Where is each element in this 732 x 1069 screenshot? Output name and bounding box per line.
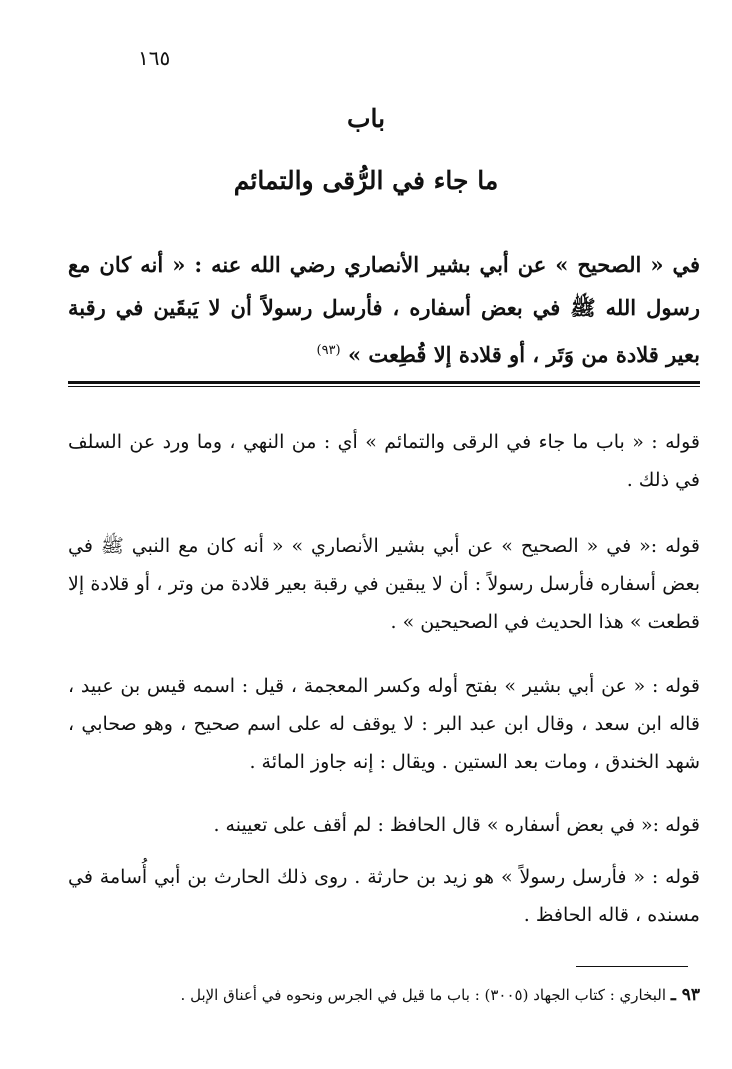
commentary-paragraph: قوله : « فأرسل رسولاً » هو زيد بن حارثة . روى ذلك الحارث بن أبي أُسامة في مسنده ، قاله الحافظ . <box>68 866 700 926</box>
commentary-paragraph: قوله : « باب ما جاء في الرقى والتمائم » أي : من النهي ، وما ورد عن السلف في ذلك . <box>68 431 700 491</box>
hadith-text <box>68 243 700 376</box>
footnote <box>68 980 700 1010</box>
footnote-number: ٩٣ ـ <box>670 985 700 1005</box>
commentary-paragraph: قوله : « عن أبي بشير » بفتح أوله وكسر المعجمة ، قيل : اسمه قيس بن عبيد ، قاله ابن سعد ، وقال ابن عبد البر : لا يوقف له على اسم صحيح ، وهو صحابي ، شهد الخندق ، ومات بعد الستين . ويقال : إنه جاوز المائة . <box>68 675 700 773</box>
hadith-body: في « الصحيح » عن أبي بشير الأنصاري رضي الله عنه : « أنه كان مع رسول الله ﷺ في بعض أسفاره ، فأرسل رسولاً أن لا يَبقَين في رقبة بعير قلادة من وَتَر ، أو قلادة إلا قُطِعت » <box>68 252 700 367</box>
commentary-paragraph: قوله :« في « الصحيح » عن أبي بشير الأنصاري » « أنه كان مع النبي ﷺ في بعض أسفاره فأرسل رسولاً : أن لا يبقين في رقبة بعير قلادة من وتر ، أو قلادة إلا قطعت » هذا الحديث في الصحيحين » . <box>68 535 700 633</box>
commentary-paragraph: قوله :« في بعض أسفاره » قال الحافظ : لم أقف على تعيينه . <box>213 814 700 836</box>
footnote-text: البخاري : كتاب الجهاد (٣٠٠٥) : باب ما قيل في الجرس ونحوه في أعناق الإبل . <box>180 986 667 1004</box>
footnote-reference: (٩٣) <box>316 343 341 358</box>
chapter-label: باب <box>346 104 386 133</box>
divider-thin <box>68 386 700 387</box>
footnote-divider <box>576 966 688 967</box>
page-number: ١٦٥ <box>138 46 171 70</box>
chapter-title: ما جاء في الرُّقى والتمائم <box>233 166 499 195</box>
divider-thick <box>68 381 700 384</box>
